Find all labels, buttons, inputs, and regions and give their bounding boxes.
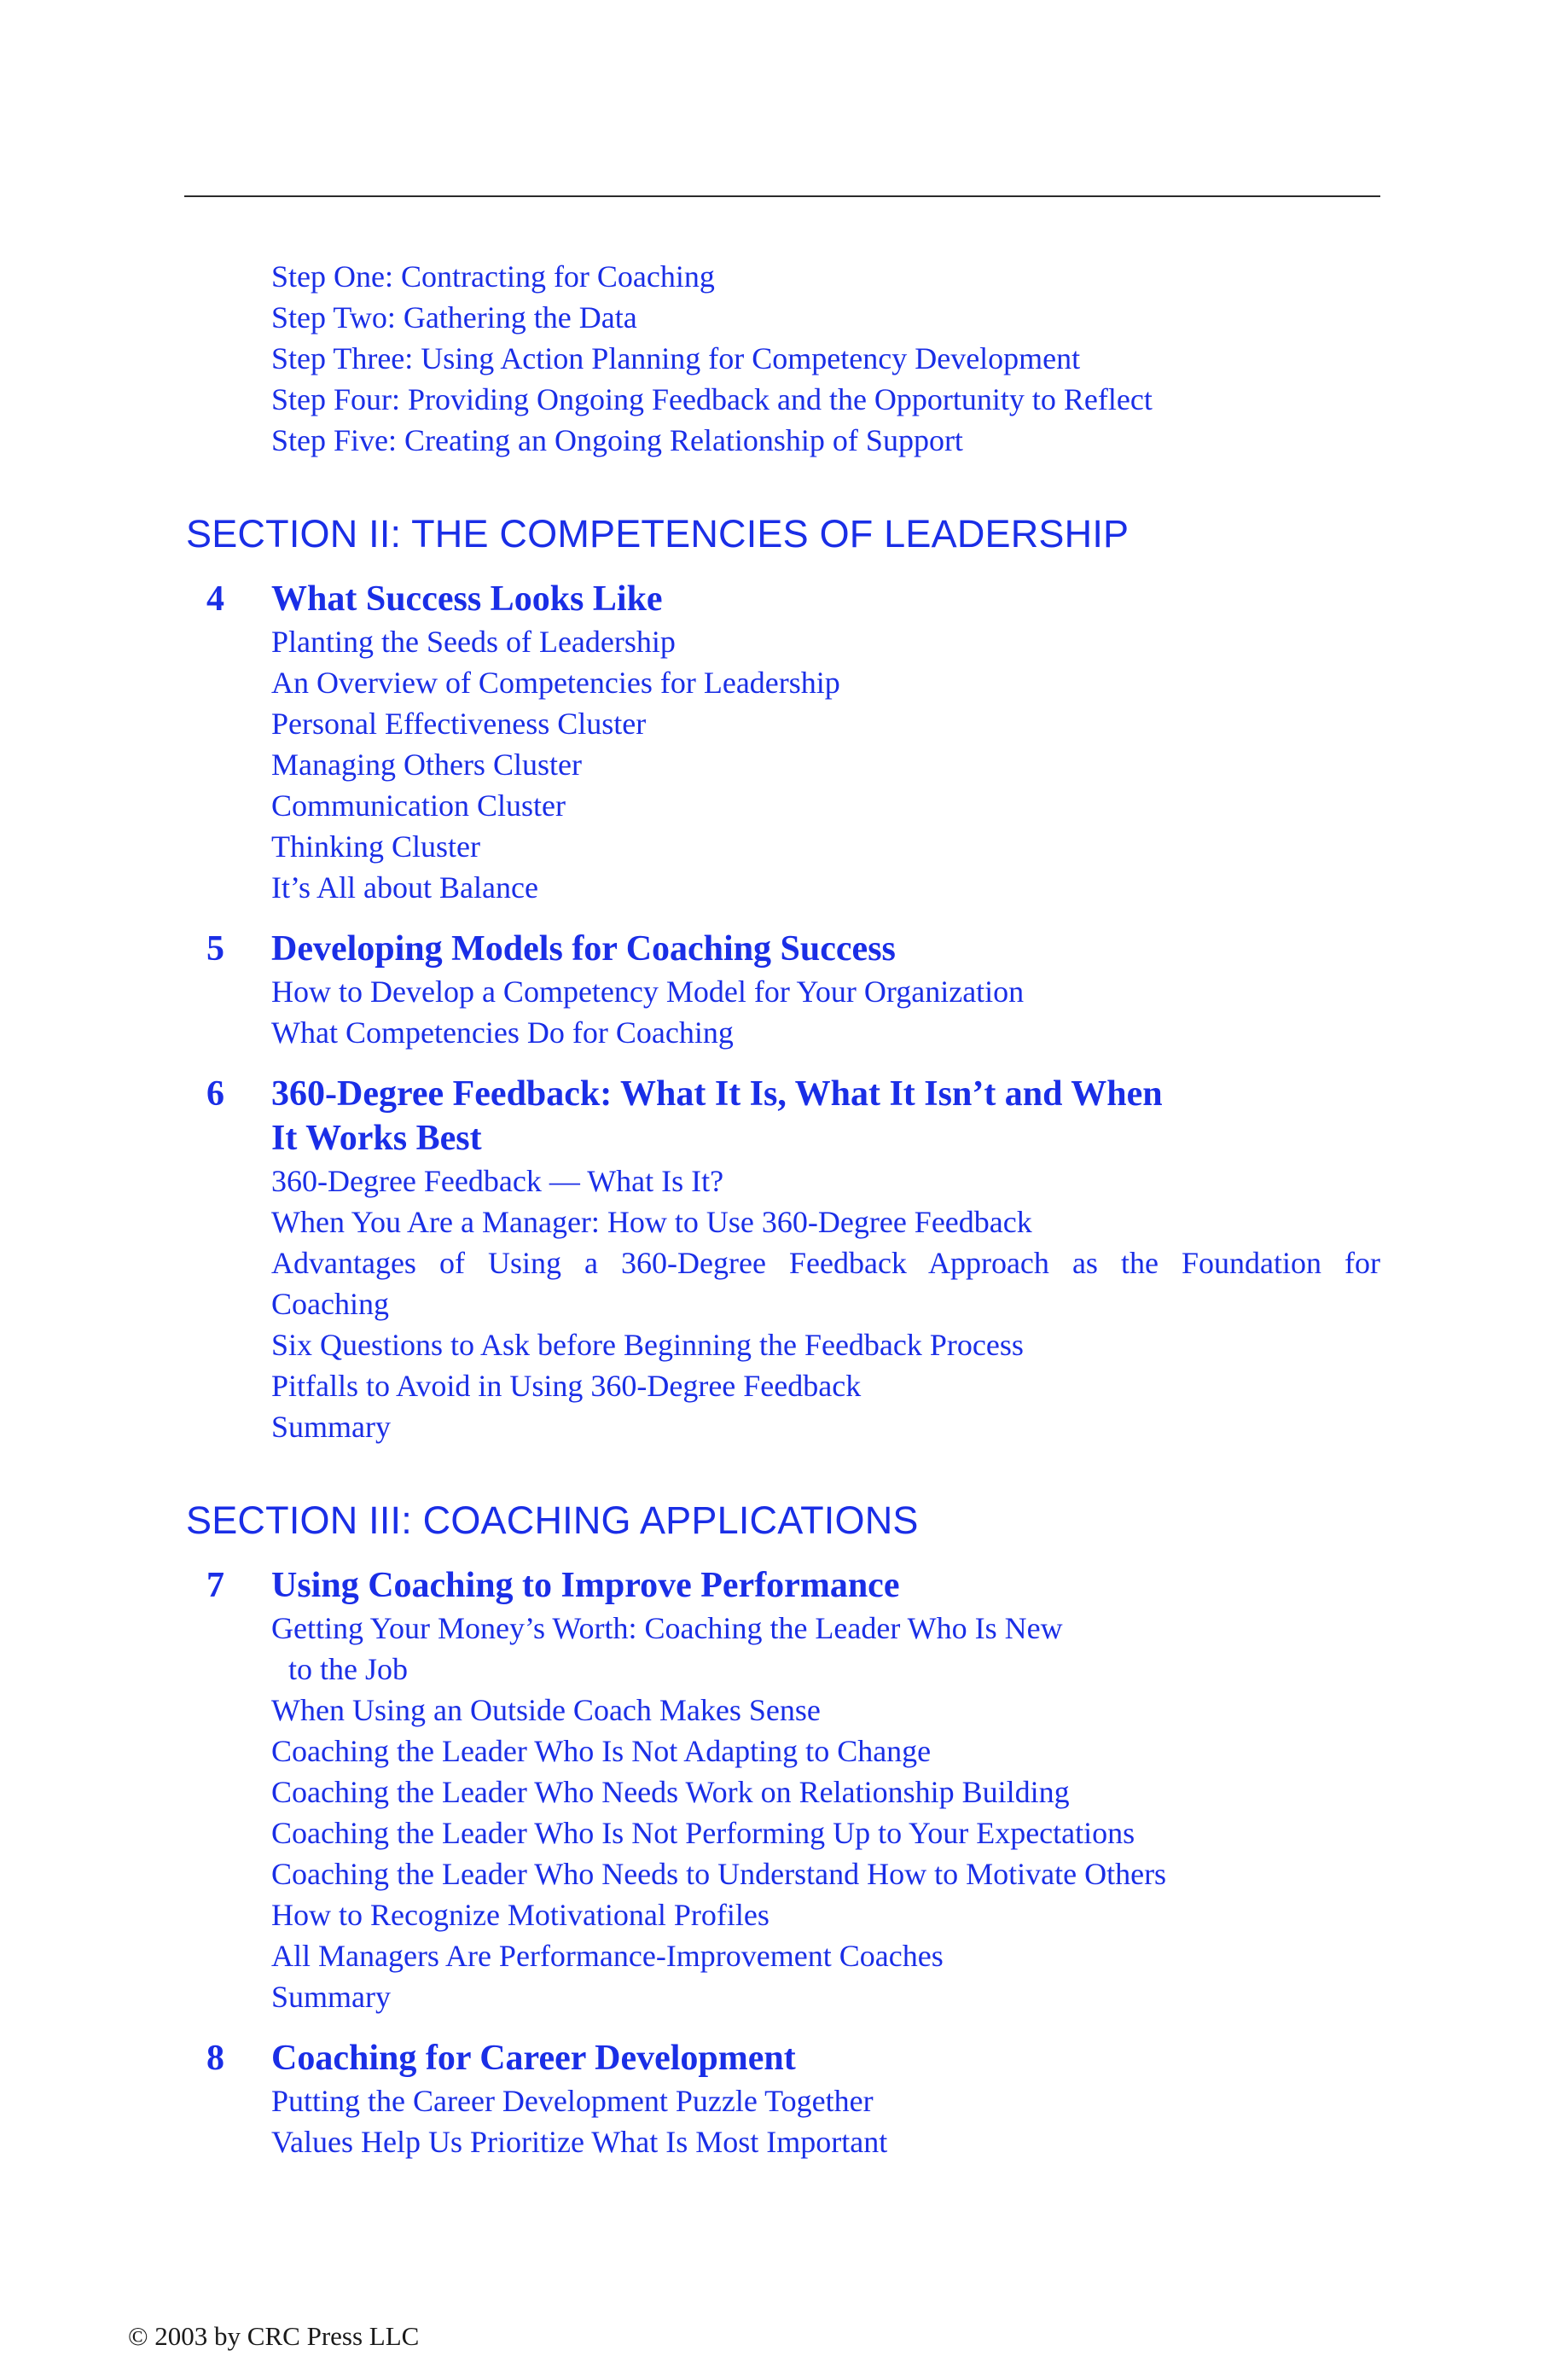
section-heading[interactable]: SECTION II: THE COMPETENCIES OF LEADERSHIP [186, 512, 1130, 556]
toc-entry[interactable]: 360-Degree Feedback — What Is It? [271, 1164, 724, 1198]
copyright-footer: © 2003 by CRC Press LLC [128, 2321, 420, 2351]
toc-entry[interactable]: Coaching [271, 1287, 389, 1321]
toc-entry[interactable]: Coaching the Leader Who Is Not Adapting to Change [271, 1734, 932, 1768]
toc-entry[interactable]: Coaching the Leader Who Needs to Understand How to Motivate Others [271, 1857, 1167, 1891]
toc-entry[interactable]: Step Three: Using Action Planning for Competency Development [271, 341, 1081, 375]
toc-entry[interactable]: It’s All about Balance [271, 870, 538, 905]
chapter-heading[interactable] [186, 1563, 1380, 1608]
toc-entry[interactable]: Step Four: Providing Ongoing Feedback and the Opportunity to Reflect [271, 382, 1153, 416]
table-of-contents [186, 256, 1380, 2162]
toc-entry[interactable]: Personal Effectiveness Cluster [271, 707, 647, 741]
toc-entry[interactable]: Managing Others Cluster [271, 748, 582, 782]
chapter-heading[interactable] [186, 1072, 1380, 1161]
chapter-title-line: It Works Best [271, 1119, 482, 1158]
header-rule [184, 195, 1380, 197]
toc-entry[interactable]: How to Recognize Motivational Profiles [271, 1898, 769, 1932]
toc-entry[interactable]: Planting the Seeds of Leadership [271, 625, 676, 659]
toc-entry[interactable]: Values Help Us Prioritize What Is Most Important [271, 2125, 888, 2159]
intro-entries [186, 256, 1380, 461]
toc-entry[interactable]: Coaching the Leader Who Needs Work on Relationship Building [271, 1775, 1070, 1809]
toc-entry[interactable]: When You Are a Manager: How to Use 360-Degree Feedback [271, 1205, 1032, 1239]
toc-entry[interactable]: Putting the Career Development Puzzle Together [271, 2084, 874, 2118]
toc-entry[interactable]: Summary [271, 1410, 391, 1444]
chapter-title [271, 1072, 1380, 1161]
chapter-title: Using Coaching to Improve Performance [271, 1566, 900, 1605]
chapter-title: Developing Models for Coaching Success [271, 929, 896, 969]
toc-entry[interactable]: Pitfalls to Avoid in Using 360-Degree Feedback [271, 1369, 862, 1403]
toc-entry[interactable]: Six Questions to Ask before Beginning the Feedback Process [271, 1328, 1024, 1362]
toc-entry[interactable]: Communication Cluster [271, 788, 566, 823]
chapter-title: What Success Looks Like [271, 579, 663, 619]
toc-entry[interactable]: Step Two: Gathering the Data [271, 300, 637, 335]
chapter-number: 6 [206, 1074, 224, 1114]
toc-entry[interactable]: When Using an Outside Coach Makes Sense [271, 1693, 821, 1727]
chapter-heading[interactable] [186, 2036, 1380, 2080]
toc-entry[interactable]: What Competencies Do for Coaching [271, 1015, 734, 1050]
section-heading[interactable]: SECTION III: COACHING APPLICATIONS [186, 1498, 919, 1542]
chapter-number: 7 [206, 1566, 224, 1605]
toc-entry[interactable]: Thinking Cluster [271, 829, 480, 864]
chapter-title: Coaching for Career Development [271, 2039, 796, 2078]
toc-entry[interactable]: Getting Your Money’s Worth: Coaching the Leader Who Is New [271, 1611, 1063, 1645]
chapter-number: 5 [206, 929, 224, 969]
toc-entry[interactable]: Step One: Contracting for Coaching [271, 259, 715, 294]
chapter-number: 4 [206, 579, 224, 619]
toc-entry[interactable]: Summary [271, 1980, 391, 2014]
toc-entry-continuation[interactable]: to the Job [288, 1652, 408, 1686]
chapter-number: 8 [206, 2039, 224, 2078]
toc-entry[interactable]: Step Five: Creating an Ongoing Relationship of Support [271, 423, 963, 457]
chapter-heading[interactable] [186, 927, 1380, 971]
chapter-title-line: 360-Degree Feedback: What It Is, What It Isn’t and When [271, 1074, 1163, 1114]
toc-entry[interactable]: Coaching the Leader Who Is Not Performing Up to Your Expectations [271, 1816, 1135, 1850]
toc-entry[interactable]: How to Develop a Competency Model for Your Organization [271, 975, 1025, 1009]
chapter-heading[interactable] [186, 577, 1380, 621]
toc-entry[interactable]: An Overview of Competencies for Leadership [271, 666, 840, 700]
toc-entry[interactable]: Advantages of Using a 360-Degree Feedback Approach as the Foundation for [271, 1246, 1380, 1280]
toc-entry[interactable]: All Managers Are Performance-Improvement Coaches [271, 1939, 944, 1973]
